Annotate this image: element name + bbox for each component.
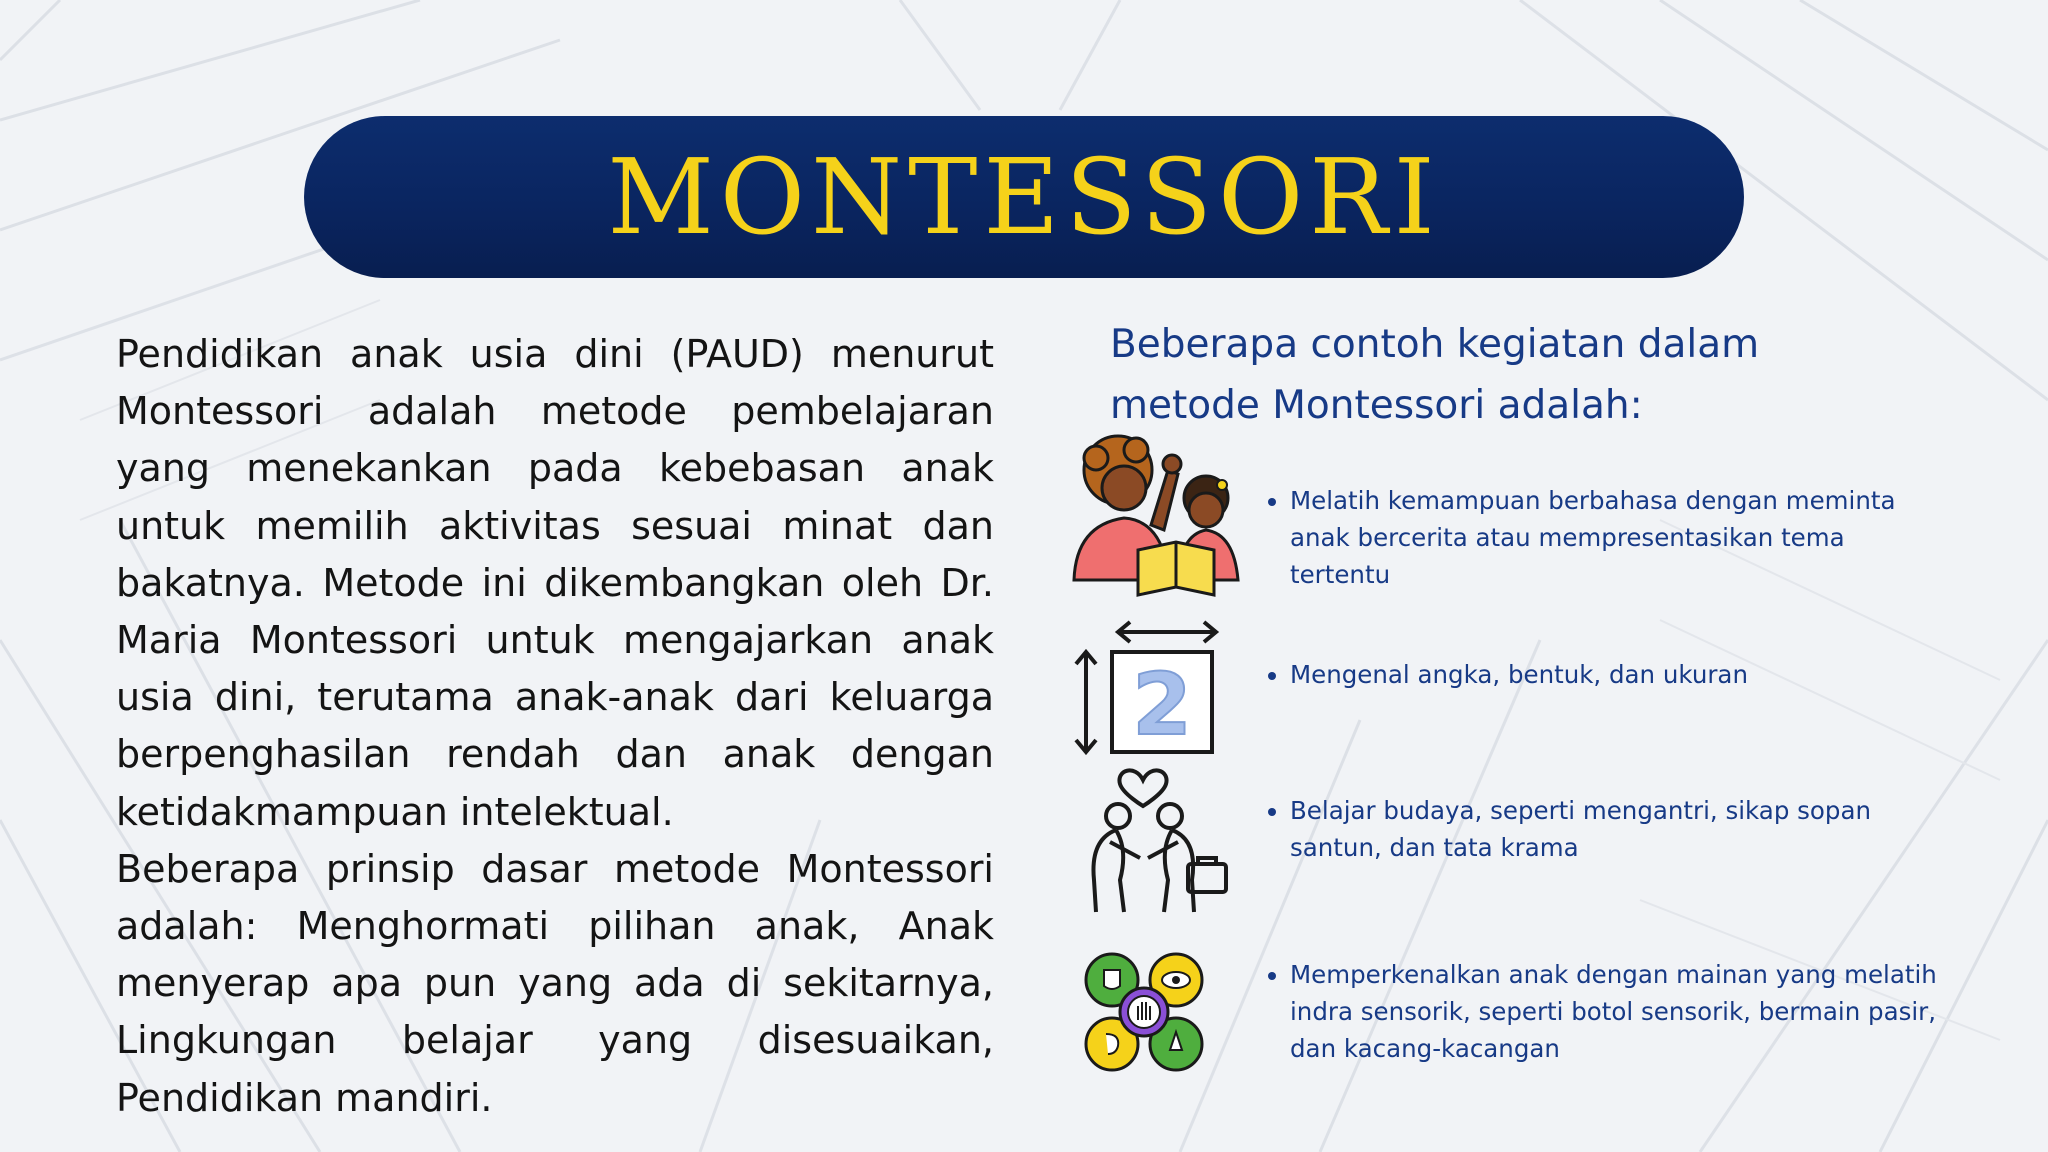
- five-senses-icon: [1082, 950, 1206, 1074]
- activity-item: [1056, 950, 1956, 1080]
- activity-text: Melatih kemampuan berbahasa dengan meminta anak bercerita atau mempresentasikan tema tertentu: [1290, 486, 1896, 589]
- activity-text: Belajar budaya, seperti mengantri, sikap sopan santun, dan tata krama: [1290, 796, 1872, 862]
- activity-text: Mengenal angka, bentuk, dan ukuran: [1290, 660, 1748, 689]
- svg-text:2: 2: [1132, 655, 1192, 755]
- principles-paragraph: Beberapa prinsip dasar metode Montessori adalah: Menghormati pilihan anak, Anak menyerap apa pun yang ada di sekitarnya, Lingkungan belajar yang disesuaikan, Pendidikan mandiri.: [116, 846, 994, 1120]
- bowing-people-heart-icon: [1080, 760, 1230, 920]
- activity-item: [1056, 760, 1956, 920]
- description-paragraph: Pendidikan anak usia dini (PAUD) menurut Montessori adalah metode pembelajaran yang menekankan pada kebebasan anak untuk memilih aktivitas sesuai minat dan bakatnya. Metode ini dikembangkan oleh Dr. Maria Montessori untuk mengajarkan anak usia dini, terutama anak-anak dari keluarga berpenghasilan rendah dan anak dengan ketidakmampuan intelektual.: [116, 332, 994, 834]
- activities-heading: Beberapa contoh kegiatan dalam metode Montessori adalah:: [1110, 322, 1760, 428]
- parent-child-reading-icon: [1056, 430, 1246, 605]
- number-two-size-icon: [1068, 612, 1228, 762]
- description-block: [116, 326, 994, 1127]
- activity-item: [1056, 612, 1956, 762]
- bullet-dot: [1268, 672, 1276, 680]
- activity-text: Memperkenalkan anak dengan mainan yang melatih indra sensorik, seperti botol sensorik, bermain pasir, dan kacang-kacangan: [1290, 960, 1937, 1063]
- activity-item: [1056, 430, 1956, 610]
- bullet-dot: [1268, 972, 1276, 980]
- title-banner: [304, 116, 1744, 278]
- bullet-dot: [1268, 808, 1276, 816]
- bullet-dot: [1268, 498, 1276, 506]
- page-title: MONTESSORI: [607, 136, 1441, 258]
